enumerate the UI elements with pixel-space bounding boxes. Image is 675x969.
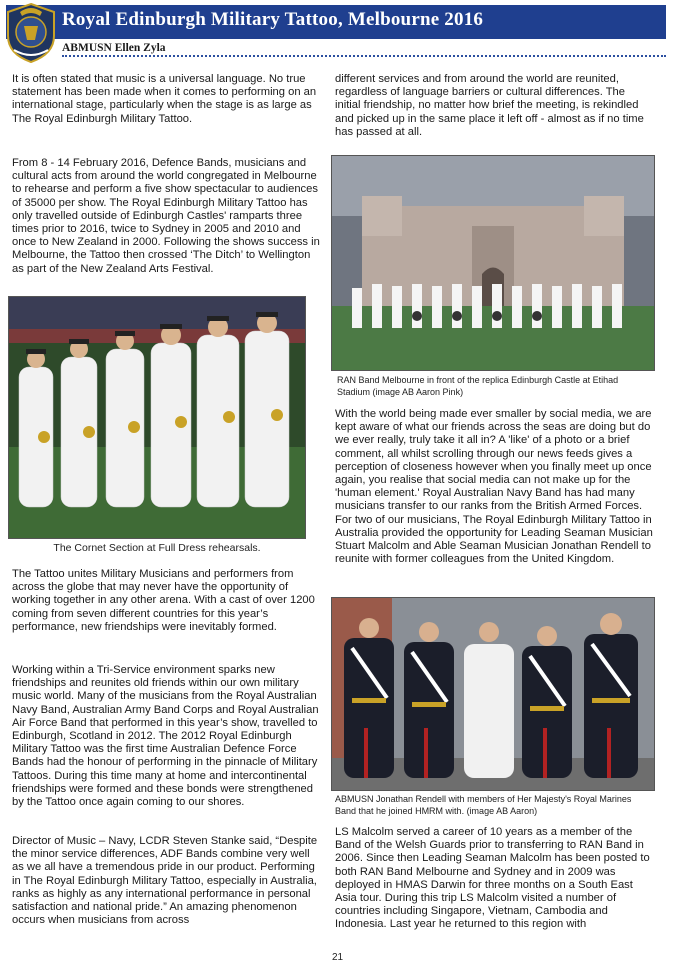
caption-cornet-section: The Cornet Section at Full Dress rehearsals.: [53, 542, 261, 554]
paragraph-unites: The Tattoo unites Military Musicians and performers from across the globe that may never have the opportunity of working together in any other arena. With a cast of over 1200 coming from seven different countries for this year’s performance, new friendships were inevitably formed.: [12, 568, 315, 633]
caption-castle-band: RAN Band Melbourne in front of the replica Edinburgh Castle at Etihad Stadium (image AB Aaron Pink): [337, 375, 619, 397]
author-byline: ABMUSN Ellen Zyla: [62, 42, 166, 54]
paragraph-reunited: different services and from around the world are reunited, regardless of language barriers or cultural differences. The initial friendship, no matter how brief the meeting, is rekindled and picked up in the same place it left off - almost as if no time has passed at all.: [335, 73, 644, 138]
paragraph-director-quote: Director of Music – Navy, LCDR Steven Stanke said, “Despite the minor service differences, ADF Bands combine very well as we all have a tremendous pride in our product. Performing in The Royal Edinburgh Military Tattoo, especially in Australia, ranks as highly as any international performance in personal satisfaction and national pride.” An amazing phenomenon occurs when musicians from across: [12, 835, 318, 927]
paragraph-intro: It is often stated that music is a universal language. No true statement has been made when it comes to performing on an international stage, particularly when the stage is as large as The Royal Edinburgh Military Tattoo.: [12, 73, 317, 125]
page-number: 21: [331, 952, 344, 963]
navy-band-crest-icon: [4, 2, 58, 64]
photo-cornet-section: [8, 296, 306, 539]
paragraph-social-media: With the world being made ever smaller by social media, we are kept aware of what our friends across the seas are doing but do we ever really, truly take it all in? A 'like' of a photo or a brief comment, all whilst scrolling through our news feeds gives a perception of closeness however when you finally meet up once again, you realise that social media can not make up for the 'human element.' Royal Australian Navy Band has had many musicians transfer to our ranks from the British Armed Forces. For two of our musicians, The Royal Edinburgh Military Tattoo in Australia provided the opportunity for Leading Seaman Musician Stuart Malcolm and Able Seaman Musician Jonathan Rendell to reunite with former colleagues from the United Kingdom.: [335, 408, 653, 566]
header-divider: [62, 55, 666, 57]
photo-royal-marines: [331, 597, 655, 791]
paragraph-ls-malcolm: LS Malcolm served a career of 10 years as a member of the Band of the Welsh Guards prior to transferring to RAN Band in 2006. Since then Leading Seaman Malcolm has been posted to both RAN Band Melbourne and Sydney and in 2009 was deployed in HMAS Darwin for three months on a South East Asia tour. During this trip LS Malcolm visited a number of countries including Singapore, Vietnam, Cambodia and Indonesia. Last year he returned to this region with: [335, 826, 650, 931]
paragraph-dates: From 8 - 14 February 2016, Defence Bands, musicians and cultural acts from around the world congregated in Melbourne to rehearse and perform a five show spectacular to audiences of 35000 per show. The Royal Edinburgh Military Tattoo has only travelled outside of Edinburgh Castles' ramparts three times prior to 2016, twice to Sydney in 2005 and 2010 and once to New Zealand in 2000. Following the shows success in Melbourne, the Tattoo then crossed ‘The Ditch’ to Wellington as part of the New Zealand Arts Festival.: [12, 157, 320, 275]
paragraph-tri-service: Working within a Tri-Service environment sparks new friendships and reunites old friends within our own military music world. Many of the musicians from the Royal Australian Navy Band, Australian Army Band Corps and Royal Australian Air Force Band that performed in this year’s show, travelled to Edinburgh, Scotland in 2012. The 2012 Royal Edinburgh Military Tattoo was the first time Australian Defence Force Bands had the honour of performing in the pinnacle of Military Tattoos. During this time many at home and intercontinental friendships were formed and these bonds were strengthened by the Tattoo once again coming to our shores.: [12, 664, 319, 809]
photo-castle-band: [331, 155, 655, 371]
caption-royal-marines: ABMUSN Jonathan Rendell with members of Her Majesty's Royal Marines Band that he joined HMRM with. (image AB Aaron): [335, 794, 632, 816]
page-title: Royal Edinburgh Military Tattoo, Melbourne 2016: [62, 9, 484, 30]
